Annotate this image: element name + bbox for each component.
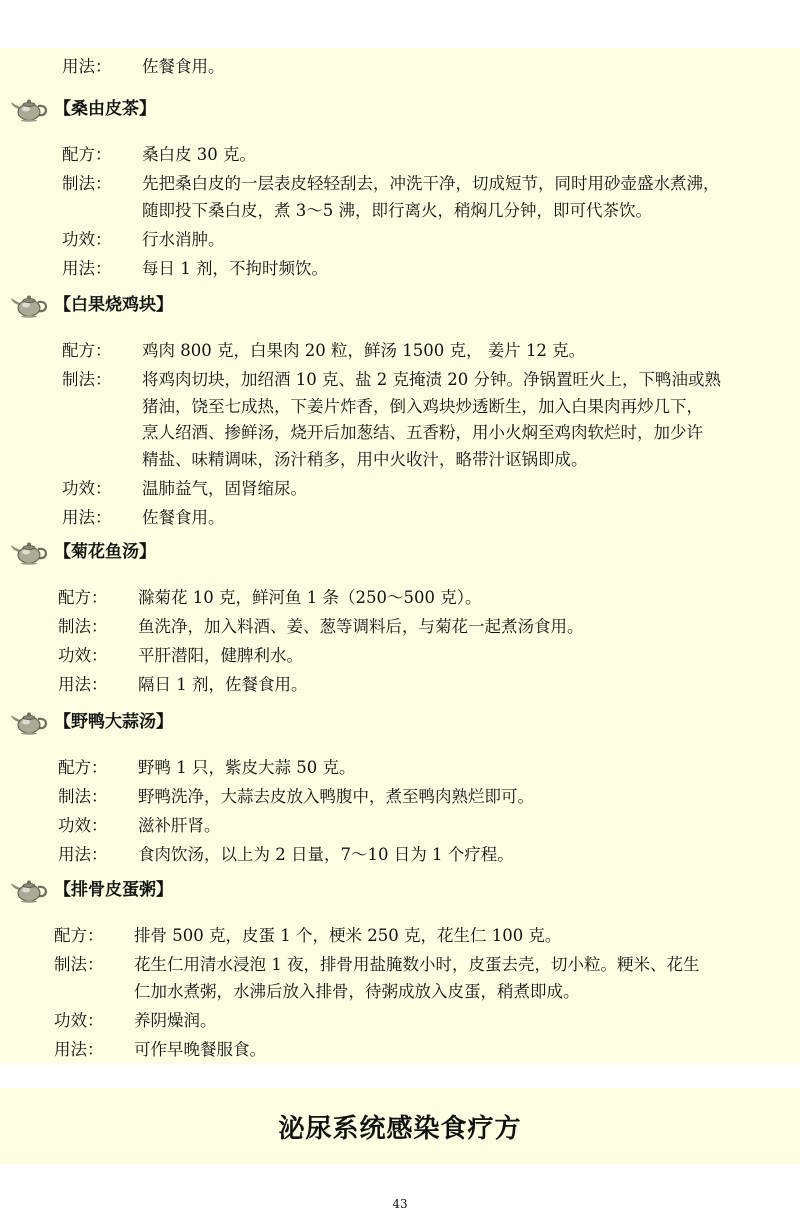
method-text: 猪油，饶至七成热，下姜片炸香，倒入鸡块炒透断生，加入白果肉再炒几下， (142, 396, 703, 416)
effect-row (58, 813, 770, 840)
recipe-title: 【白果烧鸡块】 (54, 295, 173, 315)
formula-text: 滁菊花 10 克，鲜河鱼 1 条（250～500 克）。 (138, 588, 482, 607)
usage-text: 佐餐食用。 (142, 507, 225, 527)
recipe-heading (0, 537, 400, 567)
method-row (58, 784, 770, 811)
method-row (62, 420, 770, 447)
recipe-heading (0, 94, 400, 124)
effect-text: 滋补肝肾。 (138, 816, 221, 835)
method-label: 制法： (62, 174, 112, 193)
formula-label: 配方： (58, 758, 108, 777)
method-label: 制法： (58, 617, 108, 636)
recipe-heading (0, 707, 400, 737)
usage-row (58, 842, 770, 869)
recipe-title: 【桑由皮茶】 (54, 99, 156, 119)
effect-label: 功效： (54, 1010, 104, 1030)
usage-text: 食肉饮汤，以上为 2 日量，7～10 日为 1 个疗程。 (138, 845, 514, 864)
method-row (62, 394, 770, 421)
usage-text: 可作早晚餐服食。 (134, 1039, 266, 1059)
teapot-icon (10, 96, 48, 122)
formula-row (54, 923, 770, 950)
method-row (62, 367, 770, 394)
recipe-title: 【菊花鱼汤】 (54, 542, 156, 562)
formula-text: 桑白皮 30 克。 (142, 145, 256, 164)
usage-text: 每日 1 剂，不拘时频饮。 (142, 258, 328, 278)
method-row (54, 979, 770, 1006)
recipe-title: 【排骨皮蛋粥】 (54, 880, 173, 900)
formula-text: 野鸭 1 只，紫皮大蒜 50 克。 (138, 758, 356, 777)
method-text: 精盐、味精调味，汤汁稍多，用中火收汁，略带汁讴锅即成。 (142, 449, 588, 469)
effect-row (62, 227, 770, 254)
effect-text: 养阴燥润。 (134, 1010, 217, 1030)
teapot-icon (10, 877, 48, 903)
usage-label: 用法： (62, 57, 112, 76)
method-row (62, 198, 770, 225)
usage-label: 用法： (62, 258, 112, 278)
effect-row (62, 476, 770, 503)
effect-text: 平肝潜阳，健脾利水。 (138, 646, 303, 665)
formula-row (58, 755, 770, 782)
section-banner (0, 1088, 800, 1164)
usage-row (62, 54, 770, 81)
method-text: 仁加水煮粥，水沸后放入排骨，待粥成放入皮蛋，稍煮即成。 (134, 981, 580, 1001)
formula-row (62, 142, 770, 169)
formula-label: 配方： (58, 588, 108, 607)
formula-text: 鸡肉 800 克，白果肉 20 粒，鲜汤 1500 克， 姜片 12 克。 (142, 341, 586, 360)
method-row (62, 171, 770, 198)
effect-text: 温肺益气，固肾缩尿。 (142, 478, 307, 498)
recipe-heading (0, 875, 400, 905)
formula-label: 配方： (54, 926, 104, 945)
usage-row (54, 1037, 770, 1064)
usage-row (62, 256, 770, 283)
effect-label: 功效： (58, 646, 108, 665)
method-row (62, 447, 770, 474)
formula-label: 配方： (62, 341, 112, 360)
method-text: 先把桑白皮的一层表皮轻轻刮去，冲洗干净，切成短节，同时用砂壶盛水煮沸， (142, 174, 720, 193)
method-row (58, 614, 770, 641)
formula-text: 排骨 500 克，皮蛋 1 个，梗米 250 克，花生仁 100 克。 (134, 926, 562, 945)
method-label: 制法： (58, 787, 108, 806)
method-label: 制法： (62, 370, 112, 389)
formula-row (62, 338, 770, 365)
effect-label: 功效： (62, 229, 112, 249)
teapot-icon (10, 292, 48, 318)
formula-row (58, 585, 770, 612)
method-text: 鱼洗净，加入料酒、姜、葱等调料后，与菊花一起煮汤食用。 (138, 617, 584, 636)
method-text: 烹人绍酒、掺鲜汤，烧开后加葱结、五香粉，用小火焖至鸡肉软烂时，加少许 (142, 423, 703, 442)
method-text: 花生仁用清水浸泡 1 夜，排骨用盐腌数小时，皮蛋去壳，切小粒。粳米、花生 (134, 955, 700, 974)
usage-text: 隔日 1 剂，佐餐食用。 (138, 675, 308, 694)
recipe-title: 【野鸭大蒜汤】 (54, 712, 173, 732)
usage-row (62, 505, 770, 532)
usage-label: 用法： (58, 845, 108, 864)
usage-text: 佐餐食用。 (142, 57, 225, 76)
effect-row (58, 643, 770, 670)
method-text: 随即投下桑白皮，煮 3～5 沸，即行离火，稍焖几分钟，即可代茶饮。 (142, 200, 652, 220)
effect-row (54, 1008, 770, 1035)
effect-label: 功效： (58, 816, 108, 835)
effect-label: 功效： (62, 478, 112, 498)
effect-text: 行水消肿。 (142, 229, 225, 249)
usage-label: 用法： (54, 1039, 104, 1059)
method-text: 将鸡肉切块，加绍酒 10 克、盐 2 克掩渍 20 分钟。净锅置旺火上，下鸭油或熟 (142, 370, 721, 389)
usage-label: 用法： (58, 675, 108, 694)
teapot-icon (10, 539, 48, 565)
method-text: 野鸭洗净，大蒜去皮放入鸭腹中，煮至鸭肉熟烂即可。 (138, 787, 534, 806)
method-label: 制法： (54, 955, 104, 974)
teapot-icon (10, 709, 48, 735)
usage-label: 用法： (62, 507, 112, 527)
page-number: 43 (392, 1197, 408, 1211)
method-row (54, 952, 770, 979)
formula-label: 配方： (62, 145, 112, 164)
section-title: 泌尿系统感染食疗方 (278, 1113, 522, 1144)
usage-row (58, 672, 770, 699)
recipe-heading (0, 290, 400, 320)
